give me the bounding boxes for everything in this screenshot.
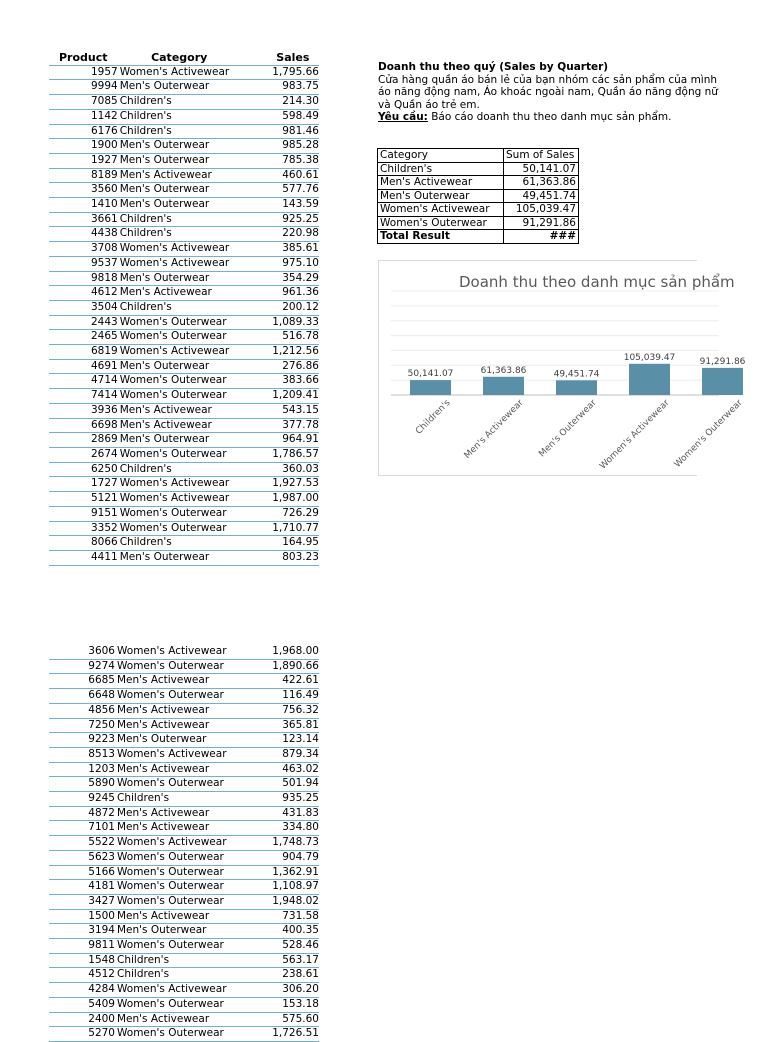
category-cell: Women's Outerwear [117,689,257,704]
product-cell: 6698 [49,418,120,433]
product-cell: 3194 [49,924,117,939]
product-cell: 1142 [49,109,120,124]
pivot-category: Women's Activewear [378,203,504,217]
table-row [49,198,319,213]
chart-category-label: Women's Outerwear [672,398,745,470]
product-cell: 4691 [49,359,120,374]
product-cell: 3661 [49,212,120,227]
product-cell: 4411 [49,550,120,565]
table-row [49,909,319,924]
table-row [49,139,319,154]
sales-cell: 360.03 [259,462,319,477]
category-cell: Women's Activewear [120,256,259,271]
chart-category-label: Men's Outerwear [537,398,599,460]
product-cell: 7414 [49,389,120,404]
table-row [49,95,319,110]
category-cell: Men's Outerwear [117,924,257,939]
pivot-value: 105,039.47 [504,203,579,217]
table-row [49,242,319,257]
table-row [49,315,319,330]
table-row [49,183,319,198]
product-cell: 3708 [49,242,120,257]
sales-cell: 1,212.56 [259,345,319,360]
product-cell: 6685 [49,674,117,689]
info-desc-line-3: và Quần áo trẻ em. [378,98,480,111]
chart-title: Doanh thu theo danh mục sản phẩm [459,273,735,291]
sales-cell: 501.94 [257,777,319,792]
product-cell: 2674 [49,447,120,462]
sales-cell: 1,362.91 [257,865,319,880]
pivot-category: Men's Outerwear [378,189,504,203]
table-row [49,462,319,477]
category-cell: Men's Activewear [117,821,257,836]
table-row [49,645,319,659]
sales-cell: 756.32 [257,703,319,718]
pivot-row [378,189,579,203]
pivot-value: 61,363.86 [504,176,579,190]
sales-cell: 577.76 [259,183,319,198]
category-cell: Men's Activewear [117,762,257,777]
product-cell: 8066 [49,536,120,551]
table-row [49,227,319,242]
sales-info-block [378,61,718,124]
table-row [49,821,319,836]
category-cell: Women's Outerwear [117,865,257,880]
table-row [49,894,319,909]
pivot-value: 91,291.86 [504,216,579,230]
category-cell: Women's Activewear [117,645,257,659]
sales-cell: 385.61 [259,242,319,257]
sales-cell: 1,748.73 [257,836,319,851]
sales-cell: 904.79 [257,850,319,865]
table-row [49,521,319,536]
product-cell: 3352 [49,521,120,536]
sales-cell: 961.36 [259,286,319,301]
sales-cell: 238.61 [257,968,319,983]
product-cell: 2869 [49,433,120,448]
table-row [49,374,319,389]
product-cell: 8513 [49,747,117,762]
category-cell: Women's Activewear [117,747,257,762]
product-cell: 1900 [49,139,120,154]
sales-cell: 1,948.02 [257,894,319,909]
header-category: Category [120,51,259,65]
sales-cell: 726.29 [259,506,319,521]
category-cell: Women's Outerwear [120,389,259,404]
product-cell: 7085 [49,95,120,110]
product-cell: 5166 [49,865,117,880]
sales-cell: 1,786.57 [259,447,319,462]
table-row [49,953,319,968]
category-cell: Men's Outerwear [120,359,259,374]
category-cell: Men's Outerwear [120,198,259,213]
category-cell: Men's Activewear [120,286,259,301]
category-cell: Women's Outerwear [120,506,259,521]
chart-data-label: 105,039.47 [623,352,676,363]
pivot-category: Men's Activewear [378,176,504,190]
table-row [49,80,319,95]
category-cell: Women's Outerwear [117,659,257,674]
category-cell: Women's Activewear [120,477,259,492]
sales-cell: 377.78 [259,418,319,433]
category-cell: Men's Outerwear [120,183,259,198]
product-cell: 1957 [49,65,120,80]
table-row [49,300,319,315]
sales-cell: 334.80 [257,821,319,836]
sales-cell: 981.46 [259,124,319,139]
table-row [49,703,319,718]
product-cell: 5522 [49,836,117,851]
table-row [49,345,319,360]
category-cell: Children's [120,536,259,551]
table-row [49,536,319,551]
table-row [49,109,319,124]
category-cell: Men's Activewear [117,909,257,924]
chart-data-label: 50,141.07 [407,369,454,380]
sales-cell: 935.25 [257,792,319,807]
sales-cell: 1,987.00 [259,492,319,507]
pivot-value: 50,141.07 [504,162,579,176]
table-row [49,968,319,983]
info-title: Doanh thu theo quý (Sales by Quarter) [378,61,609,73]
sales-cell: 1,710.77 [259,521,319,536]
category-cell: Men's Outerwear [120,271,259,286]
pivot-total-label: Total Result [378,230,504,244]
table-row [49,389,319,404]
product-cell: 4438 [49,227,120,242]
category-cell: Women's Outerwear [120,315,259,330]
table-row [49,792,319,807]
table-row [49,477,319,492]
category-cell: Men's Activewear [120,168,259,183]
table-row [49,689,319,704]
sales-cell: 575.60 [257,1012,319,1027]
product-cell: 4856 [49,703,117,718]
header-sales: Sales [259,51,319,65]
sales-cell: 964.91 [259,433,319,448]
table-row [49,1012,319,1027]
chart-bar [410,380,451,395]
sales-cell: 1,927.53 [259,477,319,492]
table-row [49,330,319,345]
product-cell: 3504 [49,300,120,315]
pivot-category: Children's [378,162,504,176]
sales-cell: 516.78 [259,330,319,345]
category-cell: Men's Activewear [117,1012,257,1027]
sales-cell: 1,108.97 [257,880,319,895]
pivot-row [378,162,579,176]
sales-cell: 463.02 [257,762,319,777]
sales-cell: 1,726.51 [257,1027,319,1042]
table-row [49,997,319,1012]
category-cell: Men's Outerwear [120,139,259,154]
table-row [49,659,319,674]
product-cell: 5409 [49,997,117,1012]
info-requirement [378,111,696,124]
category-cell: Men's Activewear [117,718,257,733]
category-cell: Women's Activewear [120,65,259,80]
category-cell: Men's Activewear [117,674,257,689]
sales-table-top [49,51,319,566]
pivot-row [378,216,579,230]
product-cell: 8189 [49,168,120,183]
table-row [49,65,319,80]
pivot-row [378,176,579,190]
category-cell: Women's Outerwear [120,447,259,462]
info-desc-line-2: áo năng động nam, Áo khoác ngoài nam, Quần áo năng động nữ [378,86,718,98]
table-row [49,865,319,880]
category-cell: Women's Outerwear [120,521,259,536]
product-cell: 9245 [49,792,117,807]
category-cell: Men's Activewear [117,703,257,718]
product-cell: 1927 [49,153,120,168]
product-cell: 6648 [49,689,117,704]
product-cell: 2400 [49,1012,117,1027]
pivot-header-category: Category [378,149,504,163]
category-cell: Children's [120,212,259,227]
category-cell: Women's Outerwear [117,997,257,1012]
requirement-text: Báo cáo doanh thu theo danh mục sản phẩm. [427,111,672,123]
sales-cell: 528.46 [257,939,319,954]
product-cell: 5270 [49,1027,117,1042]
product-cell: 4512 [49,968,117,983]
table-row [49,271,319,286]
product-cell: 2443 [49,315,120,330]
pivot-row [378,203,579,217]
sales-cell: 563.17 [257,953,319,968]
pivot-value: 49,451.74 [504,189,579,203]
product-cell: 1500 [49,909,117,924]
product-cell: 9818 [49,271,120,286]
category-cell: Women's Outerwear [117,1027,257,1042]
category-cell: Women's Activewear [120,345,259,360]
chart-data-label: 91,291.86 [699,356,746,367]
pivot-table [377,148,579,244]
chart-bar [629,364,670,395]
table-row [49,1027,319,1042]
product-cell: 7250 [49,718,117,733]
product-cell: 7101 [49,821,117,836]
product-cell: 9223 [49,733,117,748]
category-cell: Children's [120,95,259,110]
sales-cell: 1,209.41 [259,389,319,404]
table-row [49,924,319,939]
table-row [49,359,319,374]
table-row [49,550,319,565]
category-cell: Women's Activewear [117,836,257,851]
table-row [49,256,319,271]
sales-cell: 731.58 [257,909,319,924]
category-cell: Men's Outerwear [117,733,257,748]
sales-cell: 123.14 [257,733,319,748]
category-cell: Men's Activewear [120,403,259,418]
product-cell: 4284 [49,983,117,998]
category-cell: Women's Activewear [120,492,259,507]
product-cell: 3606 [49,645,117,659]
product-cell: 9274 [49,659,117,674]
sales-cell: 143.59 [259,198,319,213]
category-cell: Women's Activewear [120,242,259,257]
category-cell: Women's Outerwear [117,880,257,895]
table-row [49,983,319,998]
table-row [49,939,319,954]
product-cell: 9537 [49,256,120,271]
sales-cell: 383.66 [259,374,319,389]
table-row [49,168,319,183]
product-cell: 1203 [49,762,117,777]
requirement-label: Yêu cầu: [378,111,428,123]
product-cell: 3560 [49,183,120,198]
product-cell: 9811 [49,939,117,954]
product-cell: 1548 [49,953,117,968]
product-cell: 9151 [49,506,120,521]
chart-data-label: 61,363.86 [480,365,527,376]
category-cell: Men's Activewear [120,418,259,433]
product-cell: 6176 [49,124,120,139]
table-row [49,762,319,777]
category-cell: Women's Outerwear [117,939,257,954]
product-cell: 5890 [49,777,117,792]
sales-cell: 365.81 [257,718,319,733]
table-row [49,447,319,462]
sales-cell: 983.75 [259,80,319,95]
sales-table-bottom [49,645,319,1042]
category-cell: Men's Outerwear [120,153,259,168]
sales-cell: 1,089.33 [259,315,319,330]
category-cell: Women's Activewear [117,983,257,998]
chart-category-label: Men's Activewear [462,398,526,461]
chart-bar [702,368,743,395]
chart-category-label: Women's Activewear [598,398,672,472]
category-cell: Men's Outerwear [120,80,259,95]
sales-cell: 543.15 [259,403,319,418]
category-cell: Women's Outerwear [117,850,257,865]
table-row [49,418,319,433]
table-row [49,212,319,227]
chart-data-label: 49,451.74 [553,369,600,380]
sales-cell: 985.28 [259,139,319,154]
table-row [49,153,319,168]
sales-cell: 1,795.66 [259,65,319,80]
pivot-category: Women's Outerwear [378,216,504,230]
sales-cell: 214.30 [259,95,319,110]
product-cell: 3936 [49,403,120,418]
category-cell: Children's [120,462,259,477]
category-cell: Women's Outerwear [120,330,259,345]
sales-cell: 276.86 [259,359,319,374]
category-cell: Men's Outerwear [120,433,259,448]
sales-cell: 975.10 [259,256,319,271]
category-sales-chart[interactable] [378,260,746,476]
product-cell: 6250 [49,462,120,477]
sales-cell: 785.38 [259,153,319,168]
category-cell: Children's [117,953,257,968]
category-cell: Children's [120,300,259,315]
header-product: Product [49,51,120,65]
table-row [49,733,319,748]
sales-cell: 598.49 [259,109,319,124]
chart-bar [556,380,597,395]
sales-cell: 925.25 [259,212,319,227]
table-row [49,718,319,733]
sales-cell: 306.20 [257,983,319,998]
table-row [49,747,319,762]
info-desc-line-1: Cửa hàng quần áo bán lẻ của bạn nhóm các sản phẩm của mình [378,73,718,86]
category-cell: Men's Activewear [117,806,257,821]
category-cell: Men's Outerwear [120,550,259,565]
table-row [49,433,319,448]
sales-cell: 400.35 [257,924,319,939]
sales-cell: 422.61 [257,674,319,689]
table-row [49,806,319,821]
table-row [49,836,319,851]
product-cell: 3427 [49,894,117,909]
product-cell: 1727 [49,477,120,492]
sales-cell: 460.61 [259,168,319,183]
table-row [49,674,319,689]
table-row [49,286,319,301]
product-cell: 5121 [49,492,120,507]
category-cell: Children's [120,124,259,139]
sales-cell: 354.29 [259,271,319,286]
table-row [49,506,319,521]
sales-cell: 803.23 [259,550,319,565]
category-cell: Children's [117,968,257,983]
table-row [49,880,319,895]
sales-cell: 431.83 [257,806,319,821]
product-cell: 4714 [49,374,120,389]
chart-category-label: Children's [414,398,453,437]
product-cell: 5623 [49,850,117,865]
sales-cell: 200.12 [259,300,319,315]
sales-cell: 879.34 [257,747,319,762]
pivot-header-sum: Sum of Sales [504,149,579,163]
product-cell: 6819 [49,345,120,360]
category-cell: Children's [120,227,259,242]
product-cell: 2465 [49,330,120,345]
category-cell: Children's [117,792,257,807]
pivot-total-value: ### [504,230,579,244]
product-cell: 4872 [49,806,117,821]
chart-svg [379,261,746,475]
sales-cell: 164.95 [259,536,319,551]
category-cell: Women's Outerwear [117,894,257,909]
pivot-total-row [378,230,579,244]
table-row [49,492,319,507]
product-cell: 1410 [49,198,120,213]
table-row [49,124,319,139]
sales-cell: 1,890.66 [257,659,319,674]
table-row [49,850,319,865]
table-row [49,777,319,792]
category-cell: Women's Outerwear [120,374,259,389]
table-row [49,403,319,418]
sales-cell: 153.18 [257,997,319,1012]
product-cell: 9994 [49,80,120,95]
sales-cell: 1,968.00 [257,645,319,659]
category-cell: Children's [120,109,259,124]
category-cell: Women's Outerwear [117,777,257,792]
chart-bar [483,377,524,395]
sales-cell: 220.98 [259,227,319,242]
sales-cell: 116.49 [257,689,319,704]
product-cell: 4612 [49,286,120,301]
product-cell: 4181 [49,880,117,895]
